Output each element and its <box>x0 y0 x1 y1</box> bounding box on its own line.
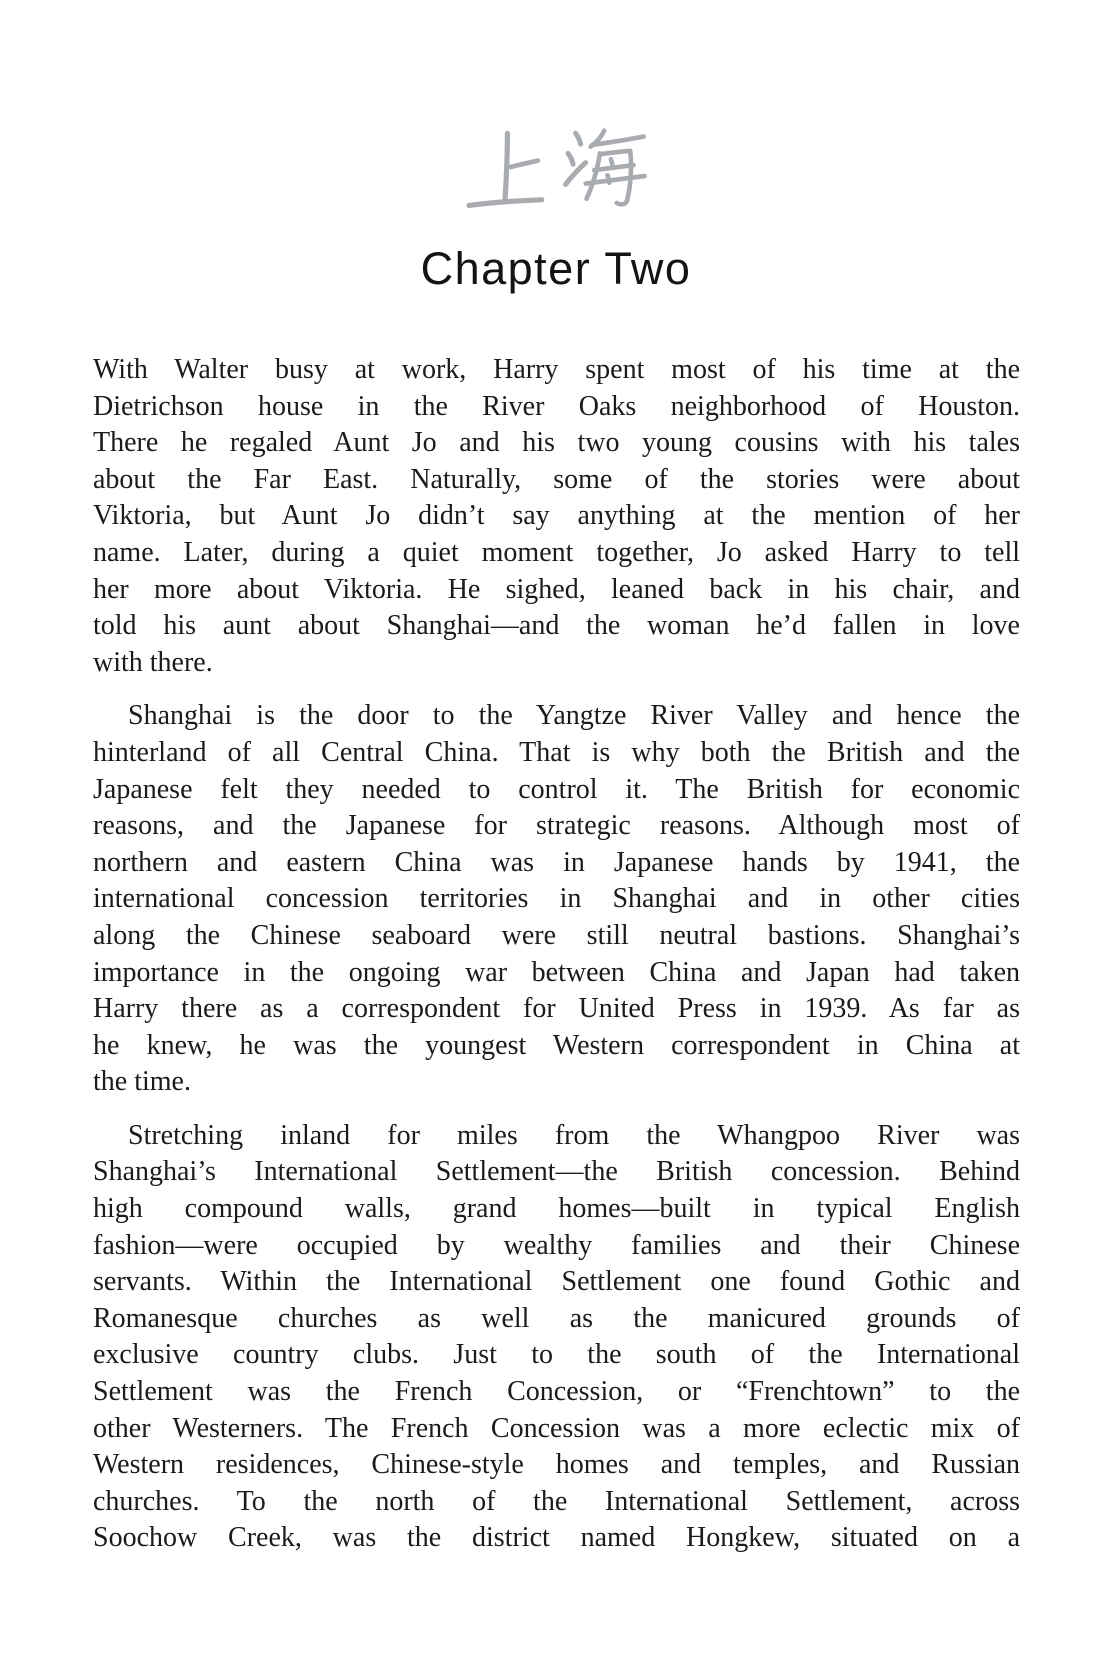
paragraph <box>93 352 1020 681</box>
text-line: name. Later, during a quiet moment together, Jo asked Harry to tell <box>93 536 1020 568</box>
hanzi-hai-glyph <box>563 126 647 216</box>
text-line: Shanghai’s International Settlement—the British concession. Behind <box>93 1156 1020 1188</box>
shanghai-hanzi <box>0 126 1112 216</box>
text-line: Viktoria, but Aunt Jo didn’t say anything at the mention of her <box>93 500 1020 532</box>
text-line: Romanesque churches as well as the manicured grounds of <box>93 1302 1020 1334</box>
paragraph <box>93 1118 1020 1557</box>
text-line: her more about Viktoria. He sighed, leaned back in his chair, and <box>93 573 1020 605</box>
text-line: Settlement was the French Concession, or “Frenchtown” to the <box>93 1376 1020 1408</box>
body-text <box>93 352 1020 1557</box>
text-line: Soochow Creek, was the district named Hongkew, situated on a <box>93 1522 1020 1554</box>
text-line: servants. Within the International Settlement one found Gothic and <box>93 1266 1020 1298</box>
text-line: other Westerners. The French Concession was a more eclectic mix of <box>93 1412 1020 1444</box>
text-line: about the Far East. Naturally, some of the stories were about <box>93 463 1020 495</box>
text-line: told his aunt about Shanghai—and the woman he’d fallen in love <box>93 610 1020 642</box>
text-line: Western residences, Chinese-style homes and temples, and Russian <box>93 1449 1020 1481</box>
text-line: fashion—were occupied by wealthy families and their Chinese <box>93 1229 1020 1261</box>
hanzi-shang-glyph <box>465 126 545 216</box>
text-line: Dietrichson house in the River Oaks neighborhood of Houston. <box>93 390 1020 422</box>
text-line: reasons, and the Japanese for strategic reasons. Although most of <box>93 810 1020 842</box>
text-line: Harry there as a correspondent for United Press in 1939. As far as <box>93 993 1020 1025</box>
text-line: with there. <box>93 646 213 678</box>
text-line: the time. <box>93 1066 191 1098</box>
paragraph <box>93 698 1020 1101</box>
chapter-title: Chapter Two <box>420 243 692 294</box>
text-line: churches. To the north of the International Settlement, across <box>93 1485 1020 1517</box>
text-line: Japanese felt they needed to control it. The British for economic <box>93 773 1020 805</box>
text-line: Shanghai is the door to the Yangtze River Valley and hence the <box>128 700 1020 732</box>
text-line: he knew, he was the youngest Western correspondent in China at <box>93 1029 1020 1061</box>
text-line: importance in the ongoing war between China and Japan had taken <box>93 956 1020 988</box>
text-line: exclusive country clubs. Just to the south of the International <box>93 1339 1020 1371</box>
text-line: With Walter busy at work, Harry spent most of his time at the <box>93 354 1020 385</box>
text-line: high compound walls, grand homes—built in typical English <box>93 1193 1020 1225</box>
text-line: international concession territories in Shanghai and in other cities <box>93 883 1020 915</box>
text-line: Stretching inland for miles from the Whangpoo River was <box>128 1119 1020 1151</box>
text-line: hinterland of all Central China. That is why both the British and the <box>93 736 1020 768</box>
text-line: along the Chinese seaboard were still neutral bastions. Shanghai’s <box>93 919 1020 951</box>
text-line: northern and eastern China was in Japanese hands by 1941, the <box>93 846 1020 878</box>
text-line: There he regaled Aunt Jo and his two young cousins with his tales <box>93 427 1020 459</box>
